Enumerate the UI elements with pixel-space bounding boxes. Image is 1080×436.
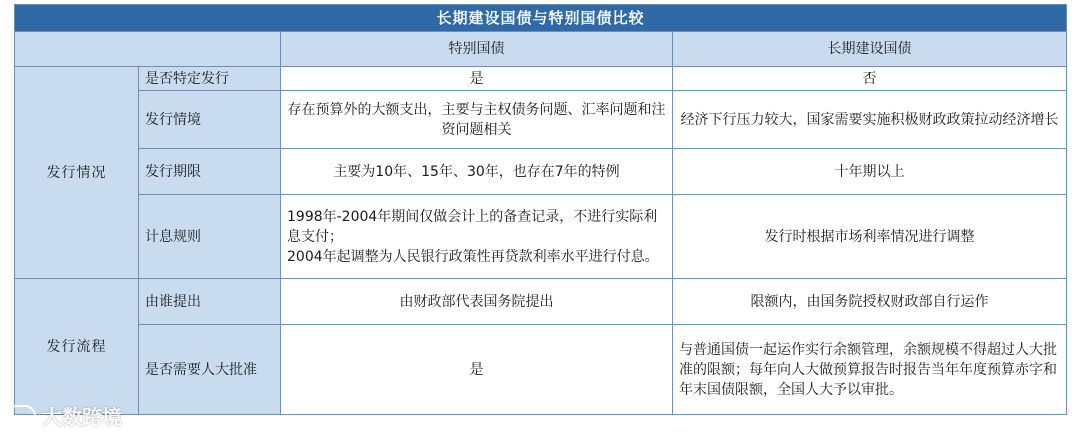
- long-term-cell: 十年期以上: [673, 149, 1067, 195]
- table-row: [15, 91, 1067, 149]
- special-cell: [281, 195, 673, 279]
- table-row: [15, 325, 1067, 415]
- comparison-table: [14, 4, 1067, 415]
- row-label: 是否特定发行: [139, 67, 281, 91]
- brand-logo-icon: [6, 405, 36, 427]
- header-blank-cell: [15, 32, 281, 67]
- long-term-cell: 限额内，由国务院授权财政部自行运作: [673, 279, 1067, 325]
- long-term-cell: 与普通国债一起运作实行余额管理，余额规模不得超过人大批准的限额；每年向人大做预算报告时报告当年年度预算赤字和年末国债限额，全国人大予以审批。: [673, 325, 1067, 415]
- row-label: 发行情境: [139, 91, 281, 149]
- watermark-text: 大数跨境: [42, 405, 122, 429]
- header-row: [15, 32, 1067, 67]
- row-label: 发行期限: [139, 149, 281, 195]
- long-term-cell: 发行时根据市场利率情况进行调整: [673, 195, 1067, 279]
- column-header-long-term: 长期建设国债: [673, 32, 1067, 67]
- long-term-cell: 经济下行压力较大，国家需要实施积极财政政策拉动经济增长: [673, 91, 1067, 149]
- table-row: [15, 67, 1067, 91]
- group-label-issuance: 发行情况: [15, 67, 139, 279]
- row-label: 由谁提出: [139, 279, 281, 325]
- table-title: 长期建设国债与特别国债比较: [15, 5, 1067, 32]
- column-header-special: 特别国债: [281, 32, 673, 67]
- group-label-process: 发行流程: [15, 279, 139, 415]
- row-label: 是否需要人大批准: [139, 325, 281, 415]
- watermark: [6, 401, 122, 430]
- table-row: [15, 279, 1067, 325]
- table-row: [15, 195, 1067, 279]
- long-term-cell: 否: [673, 67, 1067, 91]
- row-label: 计息规则: [139, 195, 281, 279]
- special-cell: 是: [281, 325, 673, 415]
- special-cell: 存在预算外的大额支出，主要与主权债务问题、汇率问题和注资问题相关: [281, 91, 673, 149]
- title-row: [15, 5, 1067, 32]
- special-cell: 由财政部代表国务院提出: [281, 279, 673, 325]
- table-row: [15, 149, 1067, 195]
- comparison-table-wrapper: [14, 4, 1066, 415]
- special-cell: 主要为10年、15年、30年，也存在7年的特例: [281, 149, 673, 195]
- special-cell: 是: [281, 67, 673, 91]
- special-cell-line: 2004年起调整为人民银行政策性再贷款利率水平进行付息。: [287, 248, 659, 265]
- special-cell-line: 1998年-2004年期间仅做会计上的备查记录，不进行实际利息支付；: [287, 208, 658, 245]
